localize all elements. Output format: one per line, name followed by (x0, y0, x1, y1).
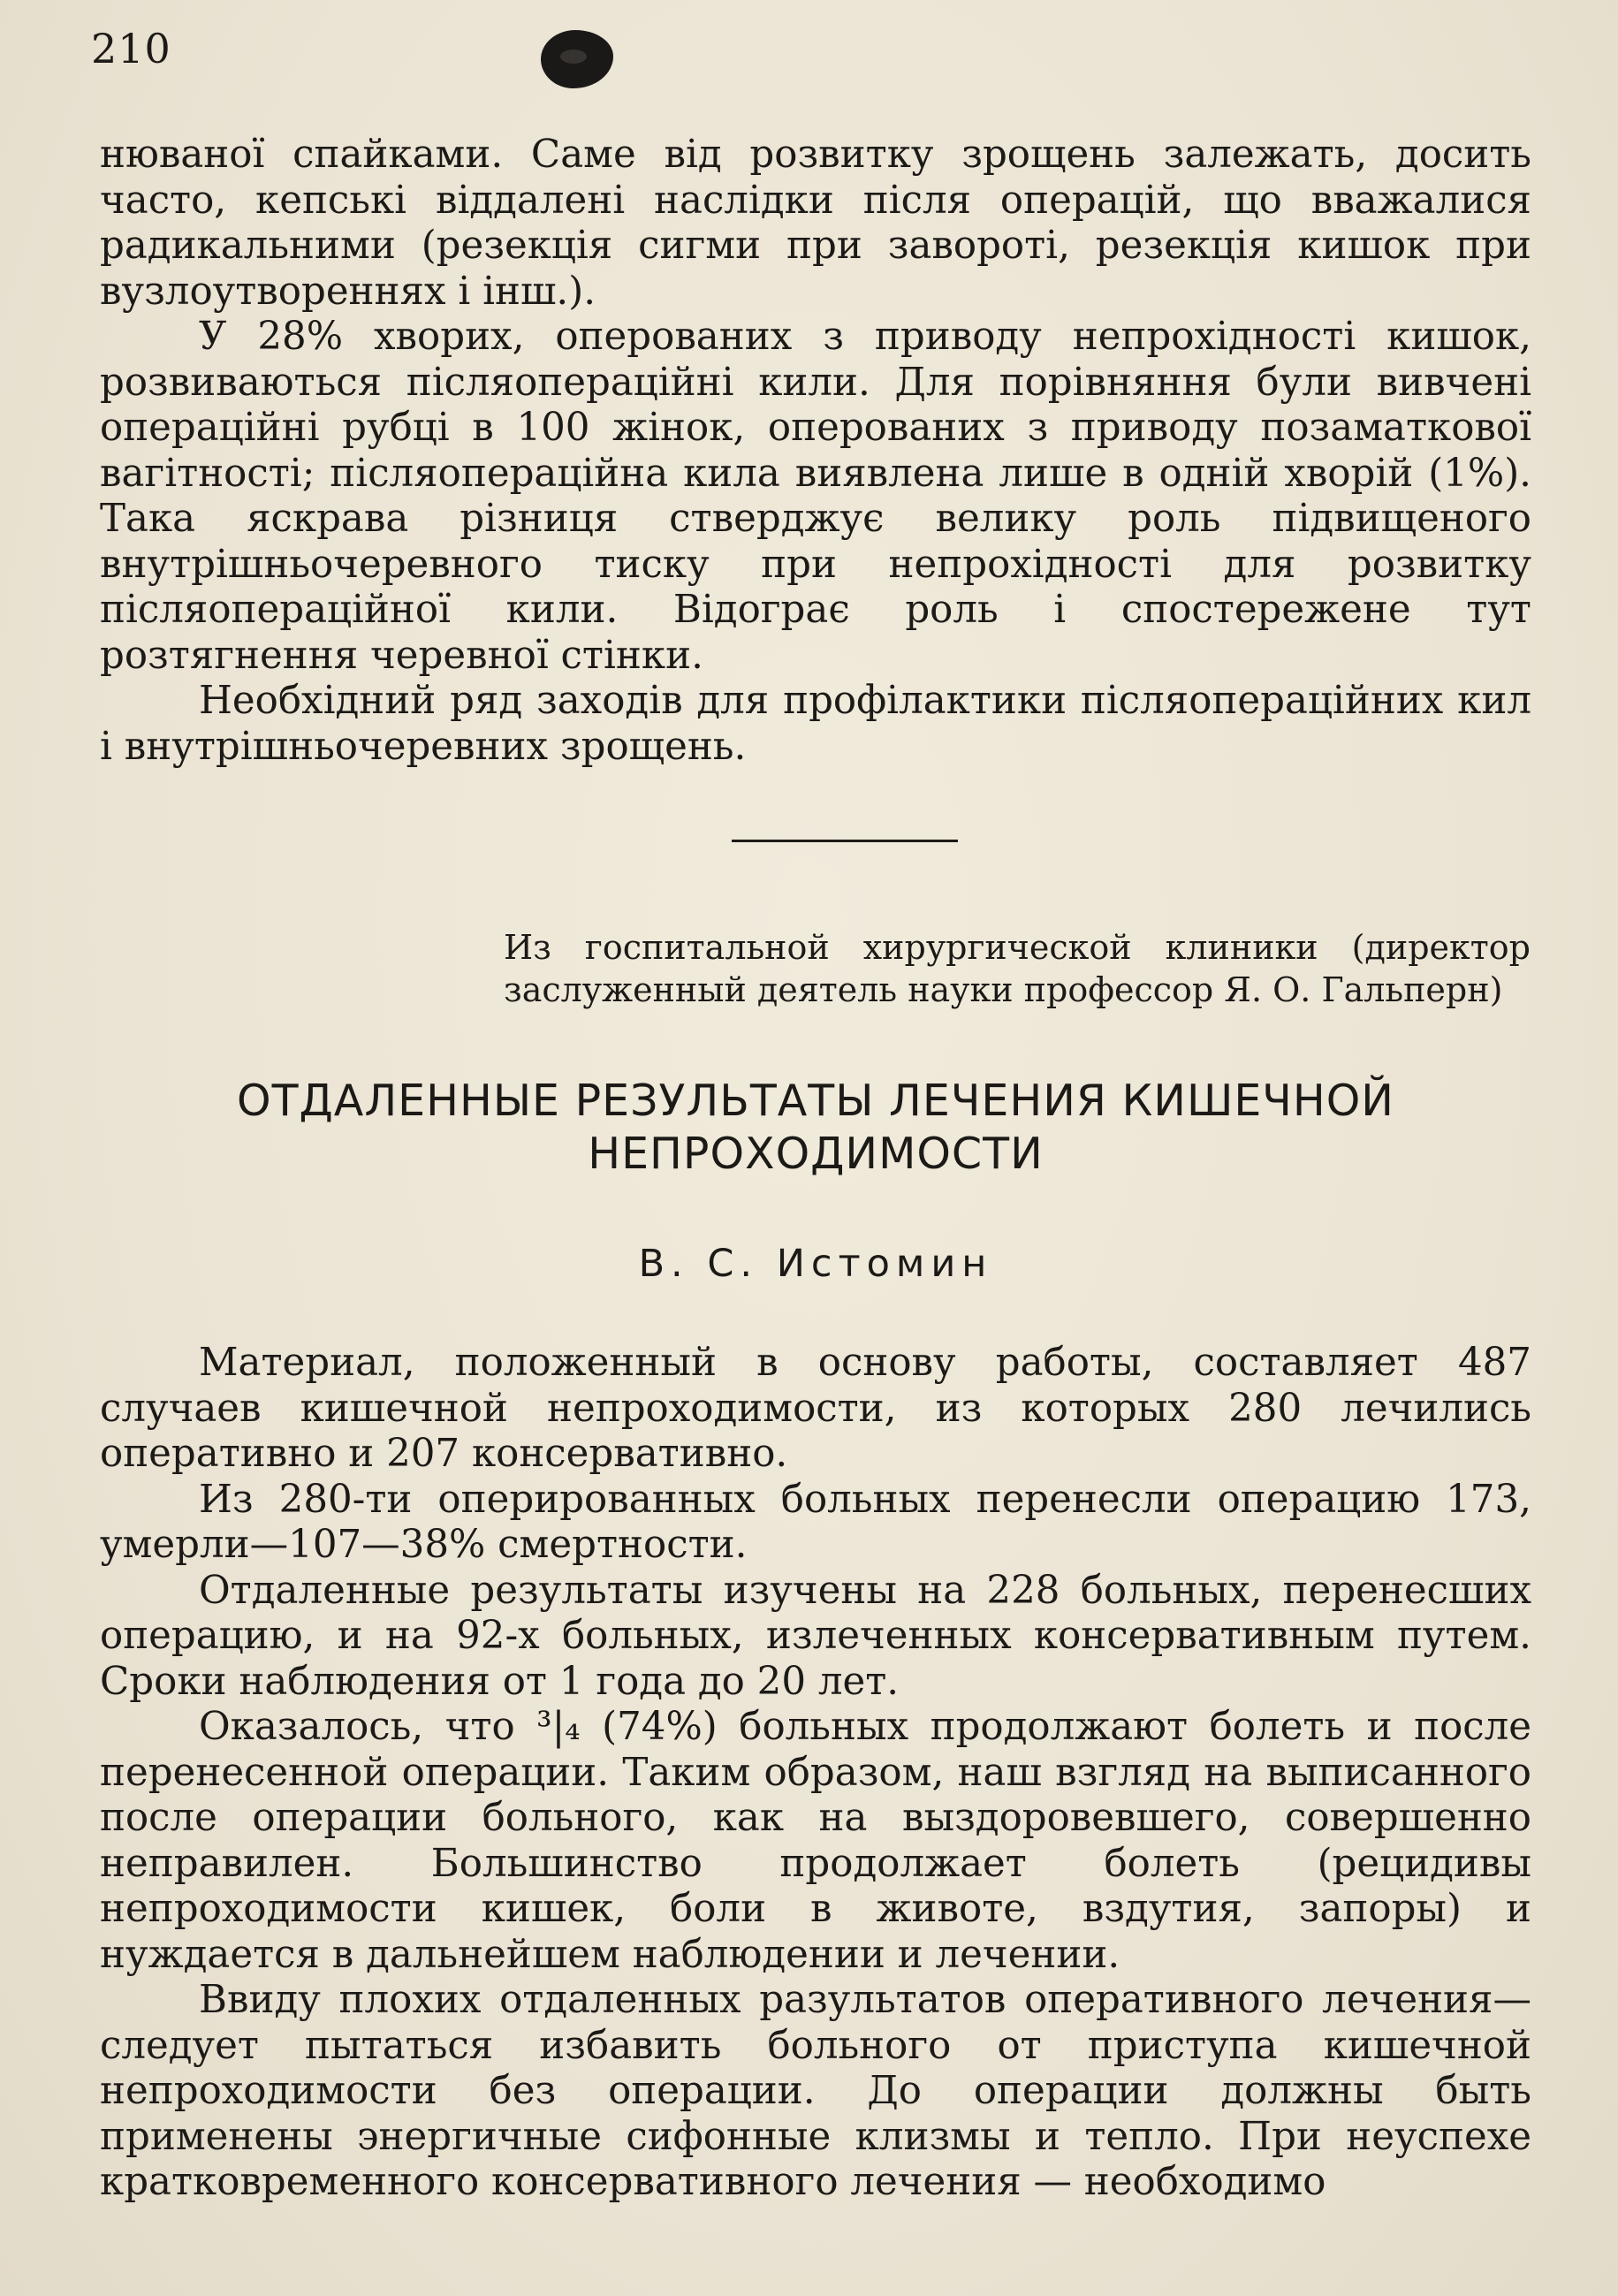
article-paragraph-2: Из 280-ти оперированных больных перенесли операцию 173, умерли—107—38% смертности. (100, 1477, 1531, 1567)
article-title-line-2: НЕПРОХОДИМОСТИ (588, 1129, 1044, 1179)
ukrainian-text-block (100, 133, 1531, 770)
article-paragraph-4: Оказалось, что ³|₄ (74%) больных продолжают болеть и после перенесенной операции. Таким образом, наш взгляд на выписанного после операции больного, как на выздоровевшего, совершенно неправилен. Большинство продолжает болеть (рецидивы непроходимости кишек, боли в животе, вздутия, запоры) и нуждается в дальнейшем наблюдении и лечении. (100, 1705, 1531, 1977)
section-divider (732, 840, 958, 842)
article-author: В. С. Истомин (638, 1242, 993, 1286)
article-body (100, 1341, 1531, 2206)
affiliation-note: Из госпитальной хирургической клиники (директор заслуженный деятель науки профессор Я. О. Гальперн) (504, 928, 1531, 1009)
article-paragraph-1: Материал, положенный в основу работы, составляет 487 случаев кишечной непроходимости, из которых 280 лечились оперативно и 207 консервативно. (100, 1341, 1531, 1476)
ink-blot-mark (541, 30, 613, 88)
article-paragraph-5: Ввиду плохих отдаленных разультатов оперативного лечения—следует пытаться избавить больного от приступа кишечной непроходимости без операции. До операции должны быть применены энергичные сифонные клизмы и тепло. При неуспехе кратковременного консервативного лечения — необходимо (100, 1978, 1531, 2204)
article-title-line-1: ОТДАЛЕННЫЕ РЕЗУЛЬТАТЫ ЛЕЧЕНИЯ КИШЕЧНОЙ (237, 1076, 1394, 1126)
ukrainian-paragraph-3: Необхідний ряд заходів для профілактики післяопераційних кил і внутрішньочеревних зрощень. (100, 679, 1531, 769)
ukrainian-paragraph-2: У 28% хворих, оперованих з приводу непрохідності кишок, розвиваються післяопераційні кили. Для порівняння були вивчені операційні рубці в 100 жінок, оперованих з приводу позаматкової вагітності; післяопераційна кила виявлена лише в одній хворій (1%). Така яскрава різниця стверджує велику роль підвищеного внутрішньочеревного тиску при непрохідності для розвитку післяопераційної кили. Відограє роль і спостережене тут розтягнення черевної стінки. (100, 315, 1531, 678)
article-paragraph-3: Отдаленные результаты изучены на 228 больных, перенесших операцию, и на 92-х больных, излеченных консервативным путем. Сроки наблюдения от 1 года до 20 лет. (100, 1568, 1531, 1704)
page-number: 210 (91, 25, 171, 72)
article-title (100, 1075, 1531, 1181)
ukrainian-paragraph-1: нюваної спайками. Саме від розвитку зрощень залежать, досить часто, кепські віддалені наслідки після операцій, що вважалися радикальними (резекція сигми при завороті, резекція кишок при вузлоутвореннях і інш.). (100, 133, 1531, 314)
